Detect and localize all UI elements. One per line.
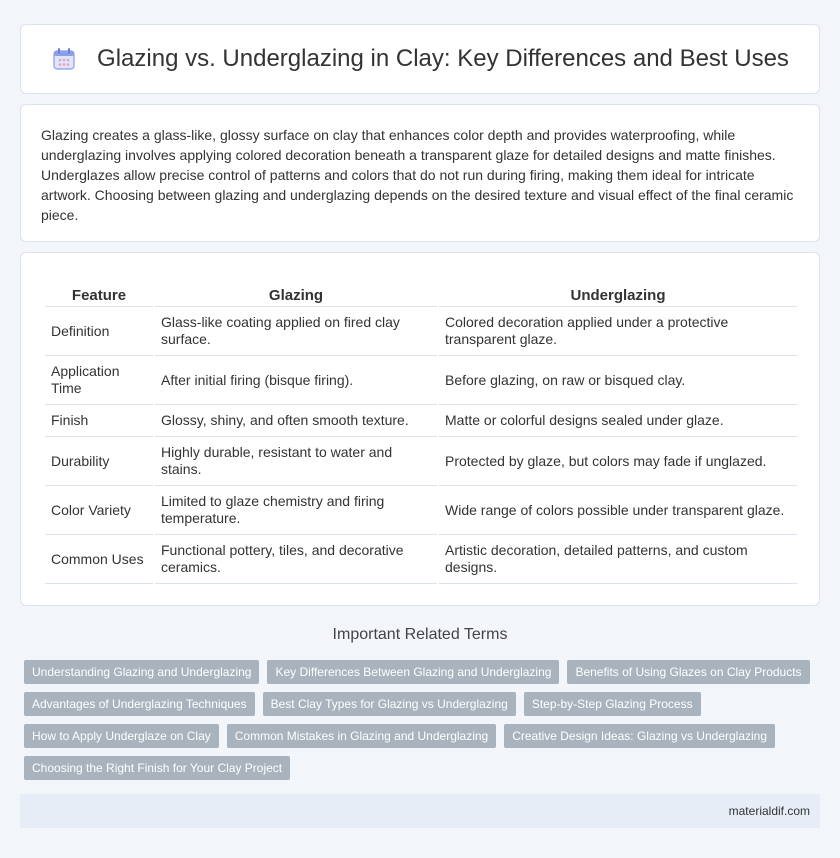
header-glazing: Glazing xyxy=(155,277,437,307)
footer-site[interactable]: materialdif.com xyxy=(728,804,810,818)
underglazing-cell: Artistic decoration, detailed patterns, and custom designs. xyxy=(439,535,797,584)
intro-text: Glazing creates a glass-like, glossy surface on clay that enhances color depth and provides waterproofing, while underglazing involves applying colored decoration beneath a transparent glaze for detailed designs and matte finishes. Underglazes allow precise control of patterns and colors that do not run during firing, making them ideal for intricate artwork. Choosing between glazing and underglazing depends on the desired texture and visual effect of the final ceramic piece. xyxy=(41,127,794,223)
underglazing-cell: Wide range of colors possible under transparent glaze. xyxy=(439,486,797,535)
related-term-link[interactable]: Choosing the Right Finish for Your Clay Project xyxy=(24,756,290,780)
page-title: Glazing vs. Underglazing in Clay: Key Differences and Best Uses xyxy=(97,45,789,72)
feature-cell: Finish xyxy=(45,405,153,437)
comparison-table xyxy=(43,277,799,584)
calendar-icon xyxy=(51,46,77,72)
table-row xyxy=(45,535,797,584)
underglazing-cell: Colored decoration applied under a protective transparent glaze. xyxy=(439,307,797,356)
related-term-link[interactable]: Benefits of Using Glazes on Clay Products xyxy=(567,660,809,684)
footer xyxy=(20,794,820,828)
table-row xyxy=(45,356,797,405)
related-terms-title: Important Related Terms xyxy=(332,626,508,643)
related-term-link[interactable]: Best Clay Types for Glazing vs Underglazing xyxy=(263,692,516,716)
table-header-row xyxy=(45,277,797,307)
feature-cell: Color Variety xyxy=(45,486,153,535)
related-terms-list xyxy=(24,660,824,788)
glazing-cell: Glass-like coating applied on fired clay surface. xyxy=(155,307,437,356)
glazing-cell: Glossy, shiny, and often smooth texture. xyxy=(155,405,437,437)
header-underglazing: Underglazing xyxy=(439,277,797,307)
glazing-cell: After initial firing (bisque firing). xyxy=(155,356,437,405)
table-row xyxy=(45,405,797,437)
feature-cell: Durability xyxy=(45,437,153,486)
related-term-link[interactable]: Advantages of Underglazing Techniques xyxy=(24,692,255,716)
related-term-link[interactable]: Understanding Glazing and Underglazing xyxy=(24,660,259,684)
page-header xyxy=(20,24,820,94)
feature-cell: Application Time xyxy=(45,356,153,405)
underglazing-cell: Before glazing, on raw or bisqued clay. xyxy=(439,356,797,405)
glazing-cell: Highly durable, resistant to water and stains. xyxy=(155,437,437,486)
underglazing-cell: Matte or colorful designs sealed under glaze. xyxy=(439,405,797,437)
underglazing-cell: Protected by glaze, but colors may fade if unglazed. xyxy=(439,437,797,486)
related-term-link[interactable]: Common Mistakes in Glazing and Underglazing xyxy=(227,724,496,748)
header-feature: Feature xyxy=(45,277,153,307)
related-term-link[interactable]: Key Differences Between Glazing and Underglazing xyxy=(267,660,559,684)
table-row xyxy=(45,486,797,535)
feature-cell: Definition xyxy=(45,307,153,356)
glazing-cell: Functional pottery, tiles, and decorative ceramics. xyxy=(155,535,437,584)
intro-section xyxy=(20,104,820,242)
related-term-link[interactable]: Creative Design Ideas: Glazing vs Underglazing xyxy=(504,724,775,748)
feature-cell: Common Uses xyxy=(45,535,153,584)
table-row xyxy=(45,307,797,356)
related-term-link[interactable]: How to Apply Underglaze on Clay xyxy=(24,724,219,748)
glazing-cell: Limited to glaze chemistry and firing temperature. xyxy=(155,486,437,535)
table-row xyxy=(45,437,797,486)
related-term-link[interactable]: Step-by-Step Glazing Process xyxy=(524,692,701,716)
comparison-section xyxy=(20,252,820,606)
